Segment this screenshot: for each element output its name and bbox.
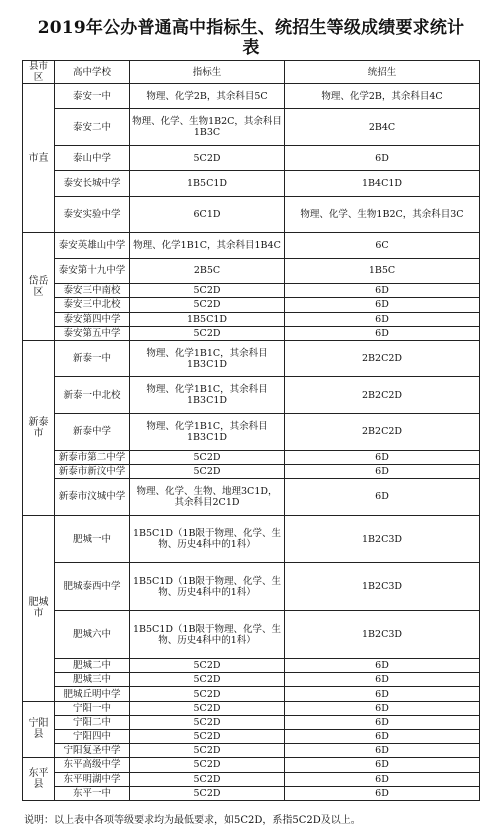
- school-cell: 东平明湖中学: [55, 772, 130, 786]
- table-row: [23, 563, 480, 611]
- quota-cell: 5C2D: [130, 673, 285, 687]
- school-cell: 东平一中: [55, 786, 130, 800]
- school-cell: 泰安二中: [55, 109, 130, 146]
- quota-cell: 物理、化学2B，其余科目5C: [130, 84, 285, 109]
- quota-cell: 5C2D: [130, 450, 285, 464]
- table-row: [23, 284, 480, 298]
- quota-cell: 5C2D: [130, 326, 285, 340]
- school-cell: 肥城二中: [55, 659, 130, 673]
- table-row: [23, 715, 480, 729]
- general-cell: 6D: [285, 729, 480, 743]
- table-row: [23, 414, 480, 451]
- school-cell: 宁阳二中: [55, 715, 130, 729]
- general-cell: 6D: [285, 145, 480, 170]
- quota-cell: 1B5C1D: [130, 171, 285, 196]
- school-cell: 肥城泰西中学: [55, 563, 130, 611]
- table-row: [23, 659, 480, 673]
- school-cell: 肥城一中: [55, 515, 130, 563]
- school-cell: 泰安实验中学: [55, 196, 130, 233]
- title-line-2: 表: [242, 38, 260, 58]
- quota-cell: 5C2D: [130, 464, 285, 478]
- school-cell: 泰安长城中学: [55, 171, 130, 196]
- table-row: [23, 109, 480, 146]
- general-cell: 6D: [285, 464, 480, 478]
- general-cell: 6D: [285, 744, 480, 758]
- table-row: [23, 701, 480, 715]
- quota-cell: 5C2D: [130, 715, 285, 729]
- quota-cell: 物理、化学1B1C，其余科目1B3C1D: [130, 414, 285, 451]
- school-cell: 新泰一中: [55, 340, 130, 377]
- school-cell: 宁阳四中: [55, 729, 130, 743]
- general-cell: 1B4C1D: [285, 171, 480, 196]
- general-cell: 6D: [285, 715, 480, 729]
- school-cell: 宁阳一中: [55, 701, 130, 715]
- general-cell: 6C: [285, 233, 480, 258]
- general-cell: 6D: [285, 687, 480, 701]
- general-cell: 6D: [285, 326, 480, 340]
- quota-cell: 6C1D: [130, 196, 285, 233]
- table-row: [23, 515, 480, 563]
- general-cell: 2B4C: [285, 109, 480, 146]
- table-row: [23, 744, 480, 758]
- table-row: [23, 673, 480, 687]
- table-row: [23, 196, 480, 233]
- table-row: [23, 233, 480, 258]
- quota-cell: 5C2D: [130, 145, 285, 170]
- school-cell: 肥城三中: [55, 673, 130, 687]
- general-cell: 2B2C2D: [285, 340, 480, 377]
- school-cell: 泰安一中: [55, 84, 130, 109]
- table-row: [23, 687, 480, 701]
- quota-cell: 5C2D: [130, 659, 285, 673]
- general-cell: 6D: [285, 786, 480, 800]
- general-cell: 6D: [285, 450, 480, 464]
- quota-cell: 物理、化学1B1C，其余科目1B3C1D: [130, 377, 285, 414]
- quota-cell: 5C2D: [130, 744, 285, 758]
- table-row: [23, 450, 480, 464]
- quota-cell: 5C2D: [130, 284, 285, 298]
- table-row: [23, 772, 480, 786]
- header-quota: 指标生: [130, 61, 285, 84]
- table-row: [23, 786, 480, 800]
- general-cell: 6D: [285, 758, 480, 772]
- quota-cell: 5C2D: [130, 772, 285, 786]
- school-cell: 宁阳复圣中学: [55, 744, 130, 758]
- table-header-row: [23, 61, 480, 84]
- general-cell: 6D: [285, 701, 480, 715]
- table-row: [23, 258, 480, 283]
- table-row: [23, 479, 480, 516]
- quota-cell: 5C2D: [130, 786, 285, 800]
- header-general: 统招生: [285, 61, 480, 84]
- county-cell: 新泰市: [23, 340, 55, 515]
- school-cell: 新泰市新汶中学: [55, 464, 130, 478]
- general-cell: 6D: [285, 659, 480, 673]
- general-cell: 6D: [285, 284, 480, 298]
- school-cell: 泰安三中北校: [55, 298, 130, 312]
- quota-cell: 1B5C1D（1B限于物理、化学、生物、历史4科中的1科）: [130, 515, 285, 563]
- table-row: [23, 611, 480, 659]
- table-row: [23, 312, 480, 326]
- table-row: [23, 340, 480, 377]
- school-cell: 泰安第四中学: [55, 312, 130, 326]
- requirements-table: [22, 60, 480, 801]
- quota-cell: 5C2D: [130, 729, 285, 743]
- school-cell: 新泰市汶城中学: [55, 479, 130, 516]
- general-cell: 物理、化学2B，其余科目4C: [285, 84, 480, 109]
- table-row: [23, 326, 480, 340]
- quota-cell: 5C2D: [130, 298, 285, 312]
- school-cell: 泰安第十九中学: [55, 258, 130, 283]
- general-cell: 1B2C3D: [285, 611, 480, 659]
- table-row: [23, 298, 480, 312]
- county-cell: 宁阳县: [23, 701, 55, 758]
- quota-cell: 5C2D: [130, 701, 285, 715]
- table-row: [23, 729, 480, 743]
- footnote: 说明：以上表中各项等级要求均为最低要求，如5C2D，系指5C2D及以上。: [24, 814, 361, 826]
- table-row: [23, 377, 480, 414]
- general-cell: 1B2C3D: [285, 563, 480, 611]
- school-cell: 新泰市第二中学: [55, 450, 130, 464]
- general-cell: 6D: [285, 479, 480, 516]
- quota-cell: 物理、化学1B1C，其余科目1B3C1D: [130, 340, 285, 377]
- general-cell: 2B2C2D: [285, 377, 480, 414]
- general-cell: 6D: [285, 312, 480, 326]
- table-row: [23, 145, 480, 170]
- county-cell: 市直: [23, 84, 55, 233]
- general-cell: 2B2C2D: [285, 414, 480, 451]
- general-cell: 1B5C: [285, 258, 480, 283]
- general-cell: 6D: [285, 772, 480, 786]
- general-cell: 6D: [285, 298, 480, 312]
- quota-cell: 1B5C1D: [130, 312, 285, 326]
- header-county: 县市区: [23, 61, 55, 84]
- quota-cell: 2B5C: [130, 258, 285, 283]
- table-row: [23, 171, 480, 196]
- school-cell: 肥城六中: [55, 611, 130, 659]
- general-cell: 1B2C3D: [285, 515, 480, 563]
- school-cell: 新泰一中北校: [55, 377, 130, 414]
- table-row: [23, 464, 480, 478]
- quota-cell: 物理、化学、生物、地理3C1D，其余科目2C1D: [130, 479, 285, 516]
- document-title: [22, 18, 480, 58]
- school-cell: 泰安三中南校: [55, 284, 130, 298]
- quota-cell: 1B5C1D（1B限于物理、化学、生物、历史4科中的1科）: [130, 563, 285, 611]
- county-cell: 肥城市: [23, 515, 55, 701]
- quota-cell: 5C2D: [130, 687, 285, 701]
- table-row: [23, 84, 480, 109]
- quota-cell: 物理、化学、生物1B2C，其余科目1B3C: [130, 109, 285, 146]
- quota-cell: 物理、化学1B1C，其余科目1B4C: [130, 233, 285, 258]
- school-cell: 肥城丘明中学: [55, 687, 130, 701]
- school-cell: 泰山中学: [55, 145, 130, 170]
- table-body: [23, 84, 480, 801]
- school-cell: 泰安英雄山中学: [55, 233, 130, 258]
- county-cell: 东平县: [23, 758, 55, 801]
- quota-cell: 1B5C1D（1B限于物理、化学、生物、历史4科中的1科）: [130, 611, 285, 659]
- school-cell: 新泰中学: [55, 414, 130, 451]
- title-line-1: 2019年公办普通高中指标生、统招生等级成绩要求统计: [37, 18, 465, 38]
- county-cell: 岱岳区: [23, 233, 55, 341]
- school-cell: 泰安第五中学: [55, 326, 130, 340]
- general-cell: 6D: [285, 673, 480, 687]
- header-school: 高中学校: [55, 61, 130, 84]
- quota-cell: 5C2D: [130, 758, 285, 772]
- general-cell: 物理、化学、生物1B2C，其余科目3C: [285, 196, 480, 233]
- table-row: [23, 758, 480, 772]
- school-cell: 东平高级中学: [55, 758, 130, 772]
